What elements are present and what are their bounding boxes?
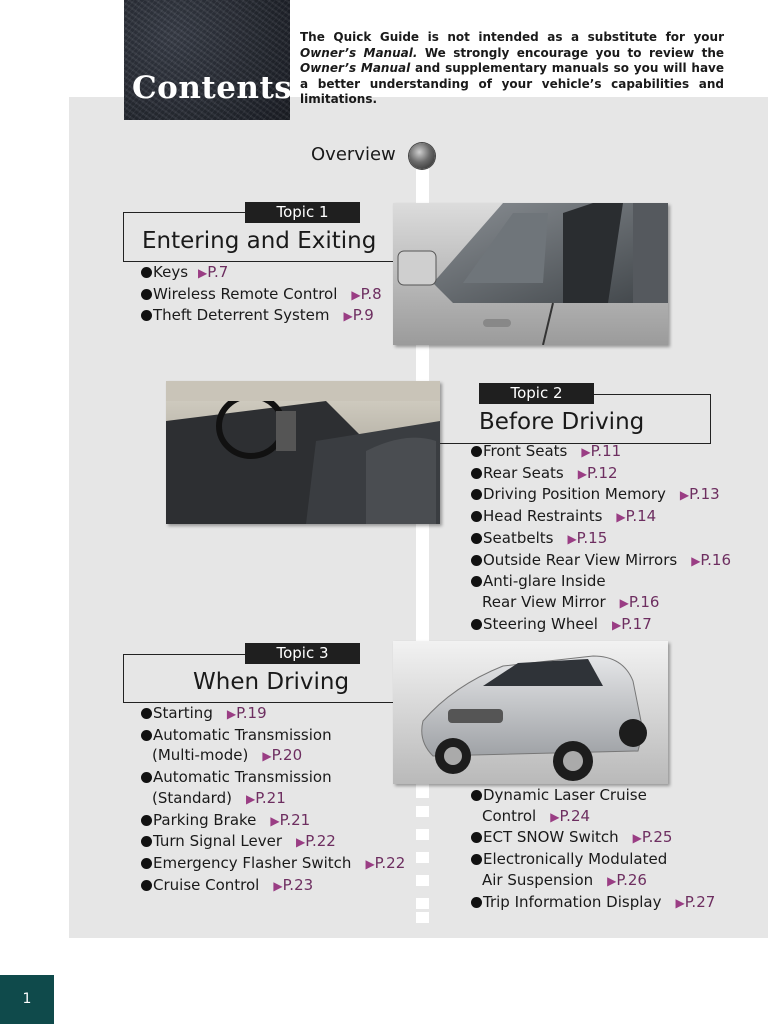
topic-1-rule-side bbox=[123, 212, 124, 261]
intro-text-1: The Quick Guide is not intended as a substitute for your bbox=[300, 30, 724, 44]
intro-italic-2: Owner’s Manual bbox=[300, 61, 411, 75]
suv-photo bbox=[393, 641, 668, 784]
list-item[interactable]: Driving Position Memory ▶P.13 bbox=[471, 484, 731, 506]
intro-text-2: We strongly encourage you to review the bbox=[417, 45, 724, 60]
list-item[interactable]: Automatic Transmission bbox=[141, 767, 405, 788]
list-item[interactable]: Wireless Remote Control ▶P.8 bbox=[141, 284, 382, 306]
intro-text-3: and supplementary manuals so you will have a better understanding of your vehicle’s capabilities and limitations. bbox=[300, 61, 724, 106]
list-item-continued[interactable]: (Multi-mode) ▶P.20 bbox=[152, 746, 303, 765]
interior-photo bbox=[166, 381, 440, 524]
list-item[interactable]: Electronically Modulated bbox=[471, 849, 715, 870]
spine-dash bbox=[416, 806, 429, 817]
topic-3-list-left bbox=[141, 703, 405, 896]
arrow-icon: ▶ bbox=[351, 287, 361, 302]
list-item-continued[interactable]: Rear View Mirror ▶P.16 bbox=[482, 592, 660, 611]
list-item-continued[interactable]: Air Suspension ▶P.26 bbox=[482, 870, 647, 889]
list-item[interactable]: Rear Seats ▶P.12 bbox=[471, 463, 731, 485]
list-item[interactable]: Seatbelts ▶P.15 bbox=[471, 528, 731, 550]
list-item-continued[interactable]: Control ▶P.24 bbox=[482, 806, 591, 825]
list-item[interactable]: Outside Rear View Mirrors ▶P.16 bbox=[471, 550, 731, 572]
list-item[interactable]: Anti-glare Inside bbox=[471, 571, 731, 592]
list-item[interactable]: Turn Signal Lever ▶P.22 bbox=[141, 831, 405, 853]
list-item[interactable]: Head Restraints ▶P.14 bbox=[471, 506, 731, 528]
topic-2-badge: Topic 2 bbox=[479, 383, 594, 404]
spine-dash bbox=[416, 875, 429, 886]
list-item-continued[interactable]: (Standard) ▶P.21 bbox=[152, 788, 286, 807]
topic-1-rule-top bbox=[123, 212, 245, 213]
topic-1-list bbox=[141, 262, 382, 327]
intro-paragraph bbox=[300, 30, 724, 108]
topic-2-title: Before Driving bbox=[479, 409, 645, 435]
topic-3-title: When Driving bbox=[193, 669, 350, 695]
topic-3-rule-side bbox=[123, 654, 124, 702]
topic-1-title: Entering and Exiting bbox=[142, 228, 377, 254]
arrow-icon: ▶ bbox=[198, 266, 208, 280]
list-item[interactable]: Dynamic Laser Cruise bbox=[471, 785, 715, 806]
list-item[interactable]: Cruise Control ▶P.23 bbox=[141, 875, 405, 897]
overview-dot-icon bbox=[409, 143, 435, 169]
car-door-photo bbox=[393, 203, 668, 345]
arrow-icon: ▶ bbox=[343, 309, 353, 324]
list-item[interactable]: Steering Wheel ▶P.17 bbox=[471, 614, 731, 636]
intro-italic-1: Owner’s Manual. bbox=[300, 45, 418, 60]
page-title: Contents bbox=[132, 70, 293, 106]
overview-label: Overview bbox=[311, 144, 396, 165]
list-item[interactable]: Front Seats ▶P.11 bbox=[471, 441, 731, 463]
topic-2-rule-side bbox=[710, 394, 711, 443]
topic-3-badge: Topic 3 bbox=[245, 643, 360, 664]
list-item[interactable]: Emergency Flasher Switch ▶P.22 bbox=[141, 853, 405, 875]
contents-header-box bbox=[124, 0, 293, 120]
spine-dash bbox=[416, 852, 429, 863]
spine-dash bbox=[416, 898, 429, 909]
list-item[interactable]: ECT SNOW Switch ▶P.25 bbox=[471, 827, 715, 849]
list-item[interactable]: Automatic Transmission bbox=[141, 725, 405, 746]
list-item[interactable]: Theft Deterrent System ▶P.9 bbox=[141, 305, 382, 327]
page-number: 1 bbox=[0, 975, 54, 1024]
topic-2-list bbox=[471, 441, 731, 635]
topic-1-badge: Topic 1 bbox=[245, 202, 360, 223]
spine-dash bbox=[416, 912, 429, 923]
topic-2-rule-top bbox=[594, 394, 710, 395]
list-item[interactable]: Trip Information Display ▶P.27 bbox=[471, 892, 715, 914]
spine-dash bbox=[416, 829, 429, 840]
list-item[interactable]: Starting ▶P.19 bbox=[141, 703, 405, 725]
topic-3-list-right bbox=[471, 785, 715, 913]
topic-3-rule-top bbox=[123, 654, 245, 655]
list-item[interactable]: Keys ▶P.7 bbox=[141, 262, 382, 284]
list-item[interactable]: Parking Brake ▶P.21 bbox=[141, 810, 405, 832]
